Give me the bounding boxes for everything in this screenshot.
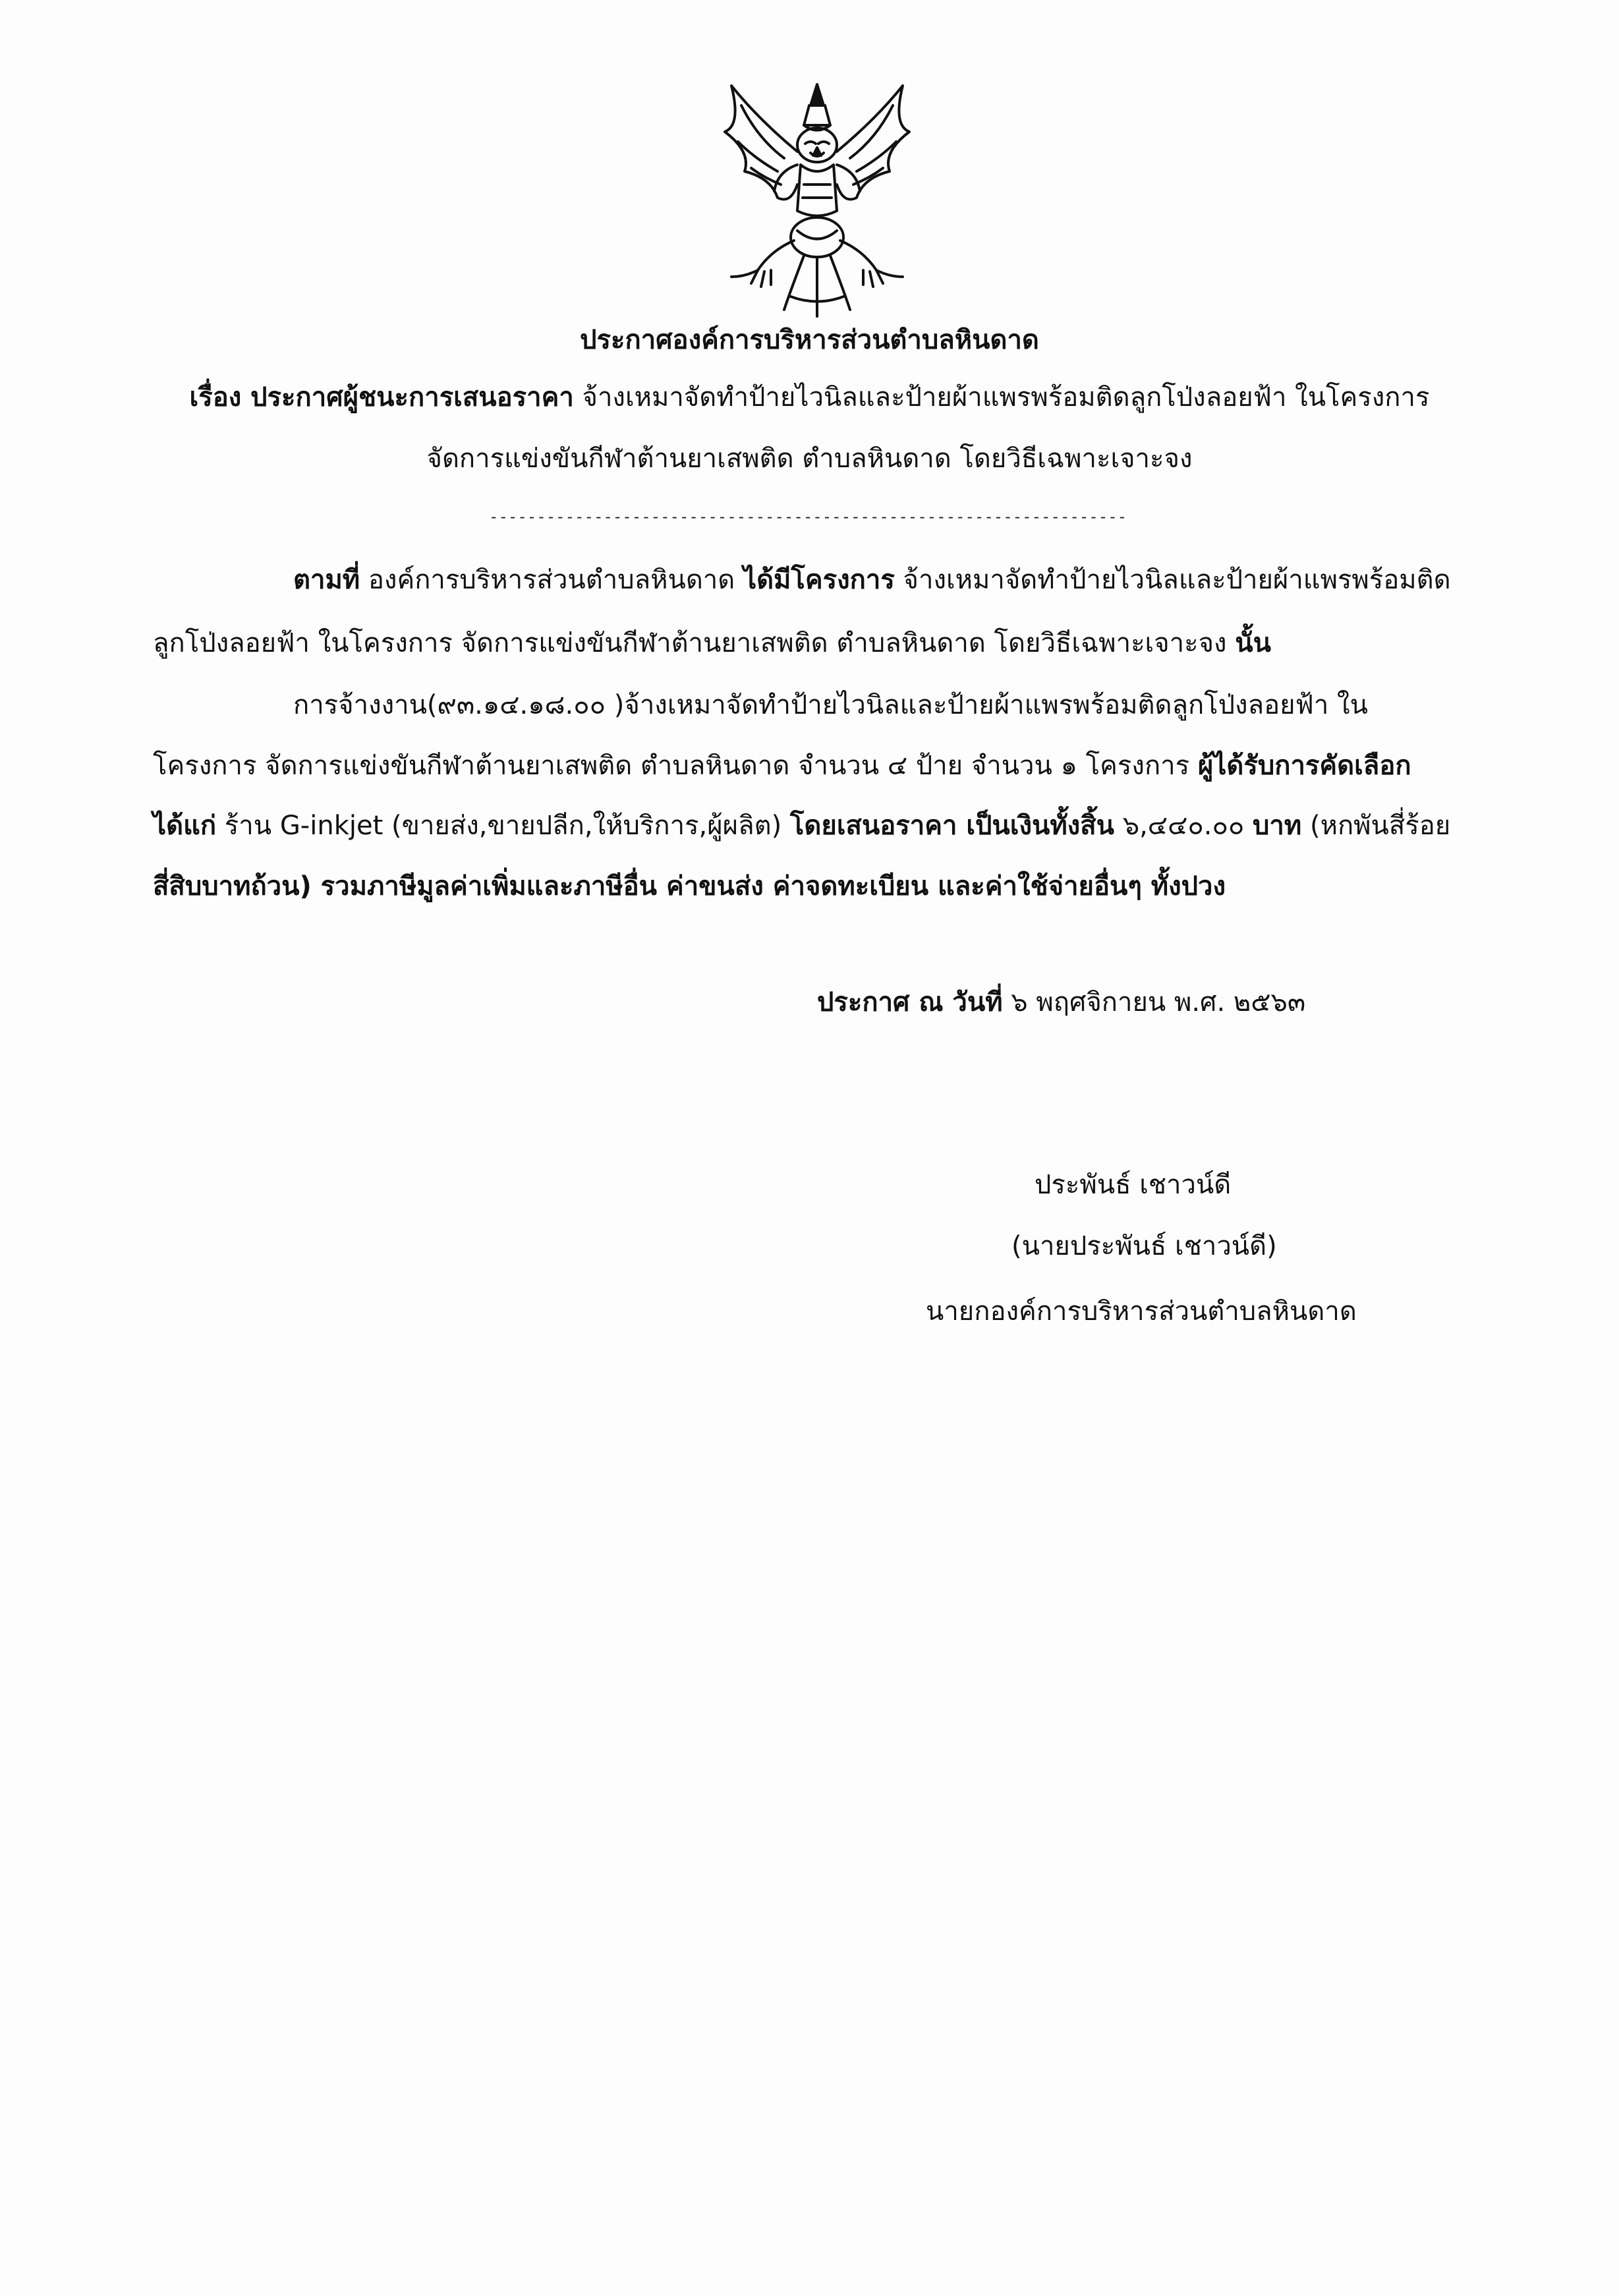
text: ลูกโป่งลอยฟ้า ในโครงการ จัดการแข่งขันกีฬาต้านยาเสพติด ตำบลหินดาด โดยวิธีเฉพาะเจาะจง xyxy=(153,628,1236,658)
garuda-emblem-icon xyxy=(705,79,929,323)
text: องค์การบริหารส่วนตำบลหินดาด xyxy=(360,565,743,595)
signatory-name: (นายประพันธ์ เชาวน์ดี) xyxy=(1011,1231,1277,1261)
paragraph-2-line-1: การจ้างงาน(๙๓.๑๔.๑๘.๐๐ )จ้างเหมาจัดทำป้ายไวนิลและป้ายผ้าแพรพร้อมติดลูกโป่งลอยฟ้า ใน xyxy=(293,690,1368,720)
text: ร้าน G-inkjet (ขายส่ง,ขายปลีก,ให้บริการ,ผู้ผลิต) xyxy=(216,811,790,841)
amount: ๖,๔๔๐.๐๐ xyxy=(1114,811,1253,841)
text-bold: สี่สิบบาทถ้วน) xyxy=(153,871,321,902)
paragraph-1-line-2 xyxy=(153,625,1271,662)
text-bold: ได้แก่ xyxy=(153,811,217,841)
text-bold: ได้มีโครงการ xyxy=(743,565,895,595)
paragraph-2-line-4 xyxy=(153,868,1226,905)
text-bold: บาท xyxy=(1253,811,1302,841)
text-bold: โดยเสนอราคา เป็นเงินทั้งสิ้น xyxy=(789,811,1114,841)
text-bold: นั้น xyxy=(1235,628,1271,658)
text-bold: ผู้ได้รับการคัดเลือก xyxy=(1197,751,1411,781)
subject-label: เรื่อง ประกาศผู้ชนะการเสนอราคา xyxy=(189,382,574,413)
date-label: ประกาศ ณ วันที่ xyxy=(817,987,1003,1018)
paragraph-2-line-3 xyxy=(153,807,1450,844)
text: จ้างเหมาจัดทำป้ายไวนิลและป้ายผ้าแพรพร้อมติด xyxy=(894,565,1451,595)
text-bold: ตามที่ xyxy=(293,565,360,595)
paragraph-2-line-2 xyxy=(153,747,1411,784)
text: โครงการ จัดการแข่งขันกีฬาต้านยาเสพติด ตำบลหินดาด จำนวน ๔ ป้าย จำนวน ๑ โครงการ xyxy=(153,751,1198,781)
signature: ประพันธ์ เชาวน์ดี xyxy=(1035,1170,1232,1200)
subject-text: จ้างเหมาจัดทำป้ายไวนิลและป้ายผ้าแพรพร้อมติดลูกโป่งลอยฟ้า ในโครงการ xyxy=(573,382,1430,413)
divider-line: ------------------------------------------------------------------- xyxy=(489,507,1127,526)
announcement-date xyxy=(817,984,1305,1021)
date-value: ๖ พฤศจิกายน พ.ศ. ๒๕๖๓ xyxy=(1002,987,1306,1018)
text: (หกพันสี่ร้อย xyxy=(1301,811,1451,841)
text-bold: รวมภาษีมูลค่าเพิ่มและภาษีอื่น ค่าขนส่ง ค่าจดทะเบียน และค่าใช้จ่ายอื่นๆ ทั้งปวง xyxy=(320,871,1226,902)
signatory-position: นายกองค์การบริหารส่วนตำบลหินดาด xyxy=(926,1296,1357,1327)
announcement-subject xyxy=(0,379,1619,416)
paragraph-1-line-1 xyxy=(293,561,1451,598)
announcement-subject-line2: จัดการแข่งขันกีฬาต้านยาเสพติด ตำบลหินดาด โดยวิธีเฉพาะเจาะจง xyxy=(426,444,1193,474)
announcement-title: ประกาศองค์การบริหารส่วนตำบลหินดาด xyxy=(580,325,1039,355)
